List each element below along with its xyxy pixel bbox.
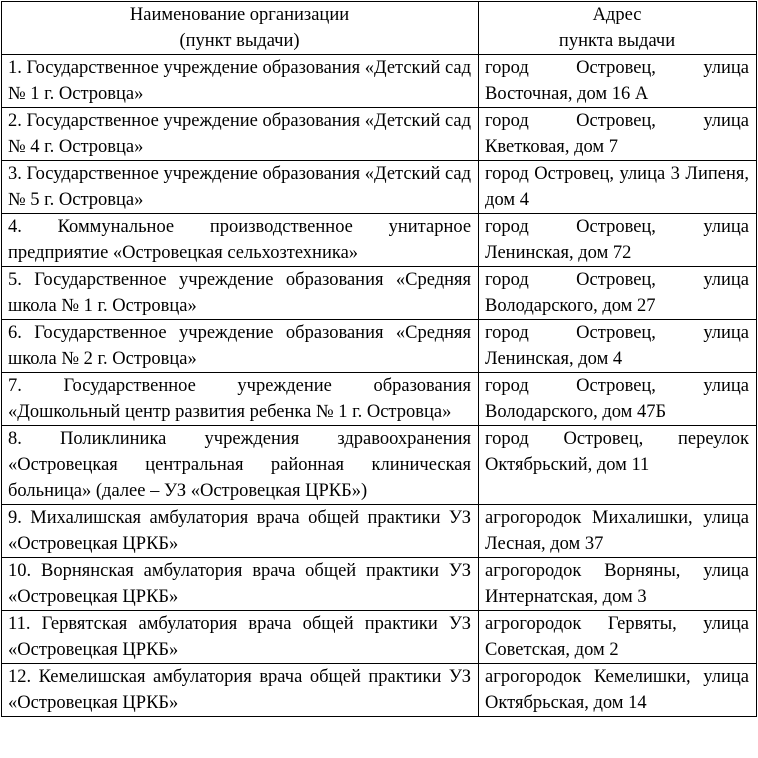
address-header-line2: пункта выдачи <box>558 31 676 51</box>
organization-cell: 10. Ворнянская амбулатория врача общей практики УЗ «Островецкая ЦРКБ» <box>2 558 479 611</box>
table-row <box>2 558 757 611</box>
address-cell: агрогородок Гервяты, улица Советская, дом 2 <box>479 611 757 664</box>
address-cell: город Островец, улица Ленинская, дом 72 <box>479 214 757 267</box>
organization-cell: 3. Государственное учреждение образования «Детский сад № 5 г. Островца» <box>2 161 479 214</box>
address-cell: город Островец, улица Ленинская, дом 4 <box>479 320 757 373</box>
organization-cell: 5. Государственное учреждение образования «Средняя школа № 1 г. Островца» <box>2 267 479 320</box>
org-column-header <box>2 2 479 55</box>
address-header-line1: Адрес <box>592 5 642 25</box>
organization-cell: 2. Государственное учреждение образования «Детский сад № 4 г. Островца» <box>2 108 479 161</box>
address-cell: город Островец, улица Восточная, дом 16 А <box>479 55 757 108</box>
table-header-row <box>2 2 757 55</box>
address-cell: город Островец, переулок Октябрьский, дом 11 <box>479 426 757 505</box>
table-row <box>2 267 757 320</box>
org-header-line1: Наименование организации <box>129 5 350 25</box>
address-cell: агрогородок Кемелишки, улица Октябрьская, дом 14 <box>479 664 757 717</box>
org-header-line2: (пункт выдачи) <box>179 31 300 51</box>
table-row <box>2 505 757 558</box>
table-row <box>2 108 757 161</box>
address-cell: агрогородок Михалишки, улица Лесная, дом 37 <box>479 505 757 558</box>
organization-cell: 12. Кемелишская амбулатория врача общей практики УЗ «Островецкая ЦРКБ» <box>2 664 479 717</box>
table-row <box>2 426 757 505</box>
table-row <box>2 214 757 267</box>
organization-cell: 8. Поликлиника учреждения здравоохранения «Островецкая центральная районная клиническая больница» (далее – УЗ «Островецкая ЦРКБ») <box>2 426 479 505</box>
organization-cell: 11. Гервятская амбулатория врача общей практики УЗ «Островецкая ЦРКБ» <box>2 611 479 664</box>
table-row <box>2 55 757 108</box>
address-cell: город Островец, улица Володарского, дом 27 <box>479 267 757 320</box>
organization-cell: 4. Коммунальное производственное унитарное предприятие «Островецкая сельхозтехника» <box>2 214 479 267</box>
address-cell: город Островец, улица 3 Липеня, дом 4 <box>479 161 757 214</box>
organization-cell: 7. Государственное учреждение образования «Дошкольный центр развития ребенка № 1 г. Островца» <box>2 373 479 426</box>
address-column-header <box>479 2 757 55</box>
pickup-points-table <box>1 1 757 717</box>
table-row <box>2 664 757 717</box>
table-row <box>2 320 757 373</box>
table-row <box>2 373 757 426</box>
table-row <box>2 611 757 664</box>
address-cell: агрогородок Ворняны, улица Интернатская, дом 3 <box>479 558 757 611</box>
address-cell: город Островец, улица Кветковая, дом 7 <box>479 108 757 161</box>
table-row <box>2 161 757 214</box>
organization-cell: 6. Государственное учреждение образования «Средняя школа № 2 г. Островца» <box>2 320 479 373</box>
organization-cell: 9. Михалишская амбулатория врача общей практики УЗ «Островецкая ЦРКБ» <box>2 505 479 558</box>
organization-cell: 1. Государственное учреждение образования «Детский сад № 1 г. Островца» <box>2 55 479 108</box>
address-cell: город Островец, улица Володарского, дом 47Б <box>479 373 757 426</box>
